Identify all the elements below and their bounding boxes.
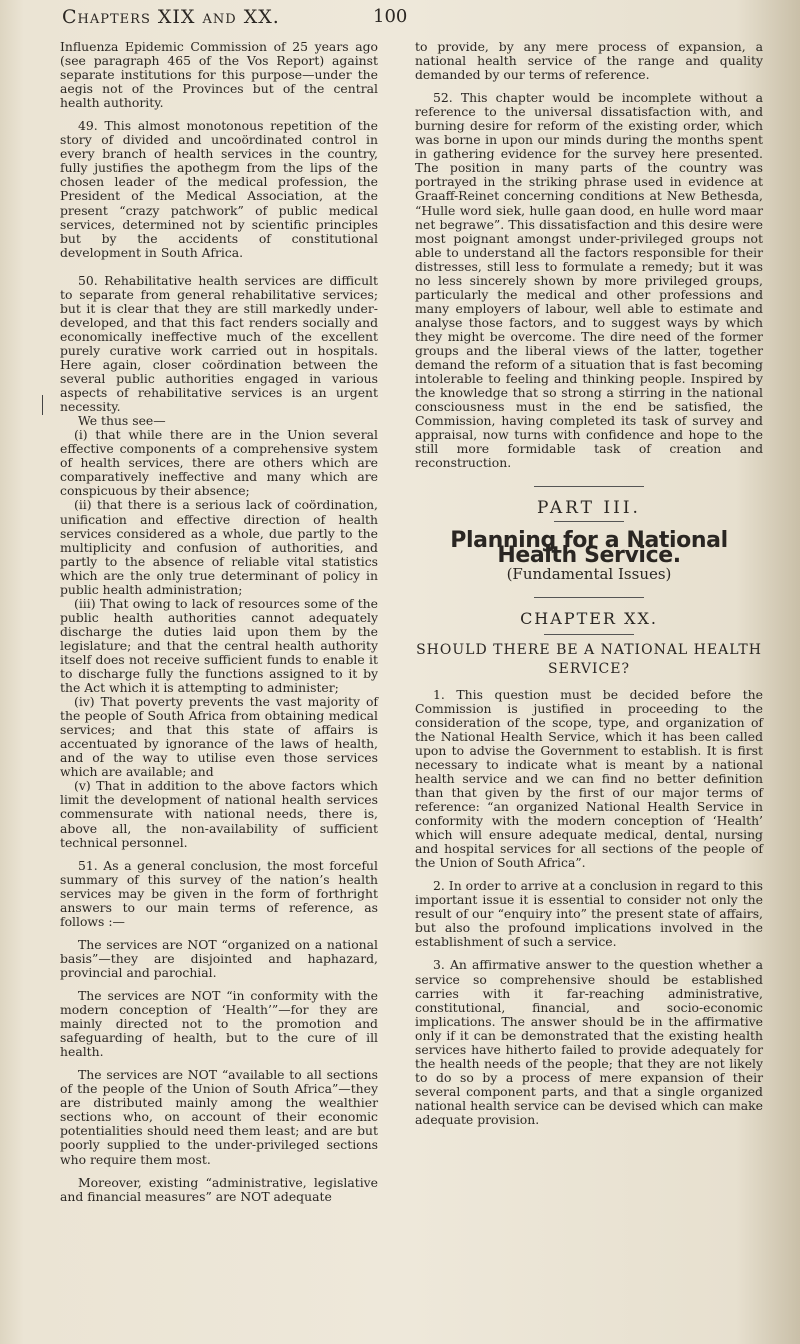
divider <box>544 634 634 635</box>
paragraph-52: 52. This chapter would be incomplete without a reference to the universal dissatisfaction with, and burning desire for reform of the existing order, which was borne in upon our minds during the months spent in gathering evidence for the survey here presented. The position in many parts of the country was portrayed in the striking phrase used in evidence at Graaff-Reinet concerning conditions at New Bethesda, “Hulle word siek, hulle gaan dood, en hulle word maar net begrawe”. This dissatisfaction and this desire were most poignant amongst under-privileged groups not able to understand all the factors responsible for their distresses, still less to formulate a remedy; but it was no less sincerely shown by more privileged groups, particularly the medical and other professions and many employers of labour, well able to estimate and analyse those factors, and to suggest ways by which they might be overcome. The dire need of the former groups and the liberal views of the latter, together demand the reform of a situation that is fast becoming intolerable to feeling and thinking people. Inspired by the knowledge that so strong a stirring in the national consciousness must in the end be satisfied, the Commission, having completed its task of survey and appraisal, now turns with confidence and hope to the still more formidable task of creation and reconstruction. <box>415 90 763 471</box>
paragraph: Influenza Epidemic Commission of 25 years ago (see paragraph 465 of the Vos Report) against separate institutions for this purpose—under the aegis not of the Provinces but of the central health authority. <box>60 39 378 111</box>
divider <box>534 597 644 598</box>
margin-mark <box>42 395 43 415</box>
chapter-title: SHOULD THERE BE A NATIONAL HEALTH SERVICE? <box>416 641 762 677</box>
paragraph-2: 2. In order to arrive at a conclusion in regard to this important issue it is essential to consider not only the result of our “enquiry into” the present state of affairs, but also the profound implications involved in the establishment of such a service. <box>415 878 763 950</box>
paragraph-51: 51. As a general conclusion, the most forceful summary of this survey of the nation’s health services may be given in the form of forthright answers to our main terms of reference, as follows :— <box>60 857 378 929</box>
paragraph: We thus see— <box>78 413 166 429</box>
list-item: (ii) that there is a serious lack of coördination, unification and effective direction of health services considered as a whole, due partly to the multiplicity and confusion of authorities, and partly to the absence of reliable vital statistics which are the only true determinant of policy in public health administration; <box>60 497 378 597</box>
paragraph: The services are NOT “in conformity with the modern conception of ‘Health’”—for they are mainly directed not to the promotion and safeguarding of health, but to the cure of ill health. <box>60 988 378 1060</box>
list-item: (iv) That poverty prevents the vast majority of the people of South Africa from obtaining medical services; and that this state of affairs is accentuated by ignorance of the laws of health, and of the way to utilise even those services which are available; and <box>60 694 378 780</box>
right-column <box>415 40 763 1127</box>
part-heading: PART III. <box>537 498 641 519</box>
paragraph-1: 1. This question must be decided before the Commission is justified in proceeding to the consideration of the scope, type, and organization of the National Health Service, which it has been called upon to advise the Government to establish. It is first necessary to indicate what is meant by a national health service and we can find no better definition than that given by the first of our major terms of reference: “an organized National Health Service in conformity with the modern conception of ‘Health’ which will ensure adequate medical, dental, nursing and hospital services for all sections of the people of the Union of South Africa”. <box>415 686 763 871</box>
list-item: (i) that while there are in the Union several effective components of a comprehensive system of health services, there are others which are comparatively ineffective and many which are conspicuous by their absence; <box>60 427 378 499</box>
divider <box>534 486 644 487</box>
paragraph: Moreover, existing “administrative, legislative and financial measures” are NOT adequate <box>60 1174 378 1204</box>
paragraph-50: 50. Rehabilitative health services are difficult to separate from general rehabilitative services; but it is clear that they are still markedly under-developed, and that this fact renders socially and economically ineffective much of the excellent purely curative work carried out in hospitals. Here again, closer coördination between the several public authorities engaged in various aspects of rehabilitative services is an urgent necessity. <box>60 272 378 415</box>
paragraph: The services are NOT “available to all sections of the people of the Union of South Africa”—they are distributed mainly among the wealthier sections who, on account of their economic potentialities should need them least; and are but poorly supplied to the under-privileged sections who require them most. <box>60 1067 378 1167</box>
left-column <box>60 40 378 1204</box>
section-subtitle: (Fundamental Issues) <box>506 564 672 583</box>
list-item: (v) That in addition to the above factors which limit the development of national health services commensurate with national needs, there is, above all, the non-availability of sufficient technical personnel. <box>60 778 378 850</box>
page-number: 100 <box>373 6 408 27</box>
list-item: (iii) That owing to lack of resources some of the public health authorities cannot adequately discharge the duties laid upon them by the legislature; and that the central health authority itself does not receive sufficient funds to enable it to discharge fully the functions assigned to it by the Act which it is attempting to administer; <box>60 595 378 696</box>
paragraph: to provide, by any mere process of expansion, a national health service of the range and quality demanded by our terms of reference. <box>415 39 763 83</box>
findings-list <box>60 428 378 849</box>
paragraph-49: 49. This almost monotonous repetition of the story of divided and uncoördinated control in every branch of health services in the country, fully justifies the apothegm from the lips of the chosen leader of the medical profession, the President of the Medical Association, at the present “crazy patchwork” of public medical services, determined not by scientific principles but by the accidents of constitutional development in South Africa. <box>60 118 378 260</box>
section-title: Planning for a National Health Service. <box>450 528 728 568</box>
divider <box>554 521 624 522</box>
running-header: Chapters XIX and XX. <box>62 6 280 28</box>
paragraph: The services are NOT “organized on a national basis”—they are disjointed and haphazard, provincial and parochial. <box>60 936 378 980</box>
chapter-heading: CHAPTER XX. <box>520 608 658 628</box>
paragraph-3: 3. An affirmative answer to the question whether a service so comprehensive should be established carries with it far-reaching administrative, constitutional, financial, and socio-economic implications. The answer should be in the affirmative only if it can be demonstrated that the existing health services have hitherto failed to provide adequately for the health needs of the people; that they are not likely to do so by a process of mere expansion of their several component parts, and that a single organized national health service can be devised which can make adequate provision. <box>415 957 763 1127</box>
